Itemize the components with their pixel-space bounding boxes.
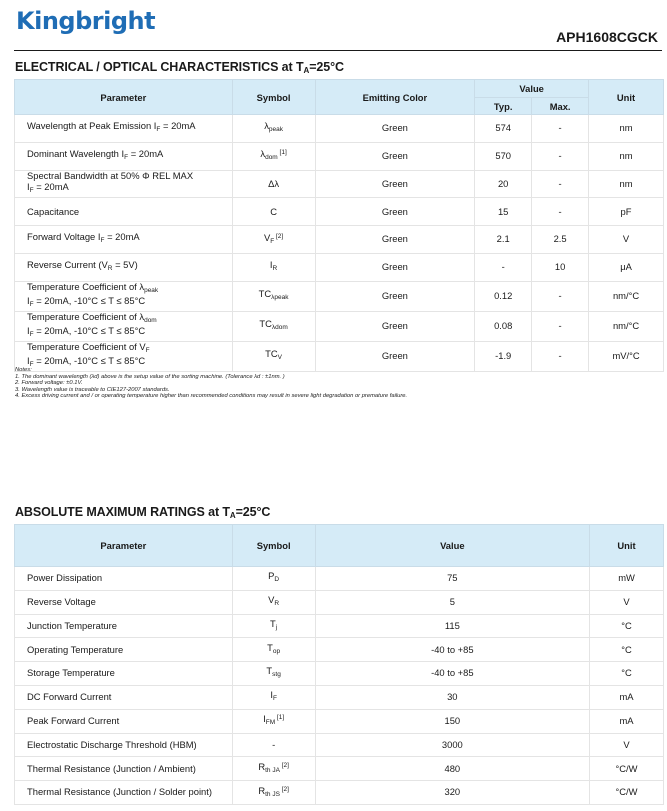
subscript: F	[156, 126, 161, 134]
subscript: dom	[265, 154, 278, 162]
unit-cell: nm	[589, 142, 664, 170]
parameter-cell	[15, 311, 233, 341]
unit-cell: °C	[590, 614, 664, 638]
text-run: Capacitance	[27, 205, 80, 217]
eo-header-max: Max.	[532, 98, 589, 115]
subscript: λdom	[271, 324, 288, 332]
amr-header-symbol: Symbol	[232, 525, 315, 567]
max-cell: 2.5	[532, 226, 589, 254]
emitting-color-cell: Green	[315, 115, 475, 143]
subscript: dom	[144, 316, 157, 324]
emitting-color-cell: Green	[315, 198, 475, 226]
parameter-line	[27, 282, 228, 297]
text-run: I	[27, 295, 30, 307]
subscript: op	[272, 647, 281, 655]
value-cell: 30	[315, 685, 589, 709]
unit-cell: V	[590, 590, 664, 614]
subscript: F	[29, 186, 34, 194]
subscript: F	[29, 361, 34, 369]
eo-header-value: Value	[475, 80, 589, 98]
symbol-cell	[232, 567, 315, 591]
unit-cell: nm	[589, 115, 664, 143]
emitting-color-cell: Green	[315, 281, 475, 311]
amr-section-title: ABSOLUTE MAXIMUM RATINGS at $T_A=25^\circ C$	[15, 505, 271, 520]
text-run: I	[269, 259, 273, 271]
parameter-cell: DC Forward Current	[15, 685, 233, 709]
subscript: D	[274, 576, 280, 584]
typ-cell: 15	[475, 198, 532, 226]
text-run: Dominant Wavelength I	[27, 147, 125, 159]
eo-header-typ: Typ.	[475, 98, 532, 115]
unit-cell: V	[590, 733, 664, 757]
subscript: F	[124, 153, 129, 161]
superscript: [2]	[279, 785, 289, 793]
value-cell: 5	[315, 590, 589, 614]
symbol-cell	[232, 311, 315, 341]
subscript: peak	[268, 126, 283, 134]
text-run: R	[258, 761, 266, 773]
absolute-max-ratings-table	[14, 524, 664, 805]
value-cell: -40 to +85	[315, 662, 589, 686]
table-row	[15, 757, 664, 781]
unit-cell: mV/°C	[589, 341, 664, 371]
subscript: th JS	[265, 790, 280, 798]
table-row	[15, 709, 664, 733]
subscript: th JA	[265, 767, 280, 775]
text-run: V	[263, 231, 271, 243]
header-divider	[14, 50, 662, 51]
text-run: I	[263, 713, 266, 725]
symbol-cell	[232, 781, 315, 805]
unit-cell: nm/°C	[589, 281, 664, 311]
parameter-cell	[15, 198, 233, 226]
parameter-line	[27, 312, 228, 327]
subscript: R	[107, 265, 113, 273]
typ-cell: -	[475, 253, 532, 281]
unit-cell: °C/W	[590, 781, 664, 805]
parameter-cell: Power Dissipation	[15, 567, 233, 591]
table-row	[15, 115, 664, 143]
amr-header-parameter: Parameter	[15, 525, 233, 567]
typ-cell: 0.08	[475, 311, 532, 341]
symbol-cell	[232, 709, 315, 733]
text-run: Temperature Coefficient of λ	[27, 310, 145, 322]
subscript: R	[272, 265, 278, 273]
eo-header-parameter: Parameter	[15, 80, 233, 115]
table-row	[15, 567, 664, 591]
amr-header-unit: Unit	[590, 525, 664, 567]
parameter-line	[27, 296, 228, 311]
parameter-cell	[15, 253, 233, 281]
table-row	[15, 638, 664, 662]
value-cell: 75	[315, 567, 589, 591]
parameter-cell: Operating Temperature	[15, 638, 233, 662]
subscript: V	[277, 354, 282, 362]
value-cell: -40 to +85	[315, 638, 589, 662]
emitting-color-cell: Green	[315, 170, 475, 198]
eo-header-symbol: Symbol	[232, 80, 315, 115]
parameter-cell: Junction Temperature	[15, 614, 233, 638]
parameter-line	[27, 182, 228, 197]
parameter-line	[27, 260, 228, 275]
table-row	[15, 226, 664, 254]
typ-cell: 570	[475, 142, 532, 170]
text-run: Forward Voltage I	[27, 231, 101, 243]
subscript: F	[100, 237, 105, 245]
symbol-cell	[232, 733, 315, 757]
text-run: Δλ	[268, 177, 280, 189]
parameter-cell	[15, 115, 233, 143]
text-run: I	[27, 180, 30, 192]
eo-notes	[15, 367, 407, 400]
text-run: = 20mA, -10°C ≤ T ≤ 85°C	[33, 325, 146, 337]
value-cell: 115	[315, 614, 589, 638]
value-cell: 480	[315, 757, 589, 781]
max-cell: -	[532, 170, 589, 198]
note-line: 3. Wavelength value is traceable to CIE127-2007 standards.	[15, 386, 170, 393]
text-run: V	[268, 593, 275, 605]
max-cell: 10	[532, 253, 589, 281]
parameter-line	[27, 342, 228, 357]
unit-cell: mA	[590, 685, 664, 709]
symbol-cell	[232, 253, 315, 281]
table-row	[15, 281, 664, 311]
table-row	[15, 781, 664, 805]
parameter-cell: Reverse Voltage	[15, 590, 233, 614]
parameter-cell	[15, 281, 233, 311]
text-run: Wavelength at Peak Emission I	[27, 120, 157, 132]
text-run: -	[272, 738, 276, 750]
symbol-cell	[232, 170, 315, 198]
note-line: 4. Excess driving current and / or operating temperature higher than recommended conditions may result in severe light degradation or premature failure.	[15, 393, 408, 400]
parameter-line	[27, 121, 228, 136]
emitting-color-cell: Green	[315, 341, 475, 371]
table-row	[15, 311, 664, 341]
symbol-cell	[232, 757, 315, 781]
text-run: T	[266, 665, 273, 677]
table-row	[15, 170, 664, 198]
superscript: [1]	[275, 714, 285, 722]
unit-cell: °C/W	[590, 757, 664, 781]
symbol-cell	[232, 685, 315, 709]
text-run: T	[267, 641, 273, 653]
parameter-line	[27, 326, 228, 341]
electrical-optical-table	[14, 79, 664, 372]
parameter-cell	[15, 170, 233, 198]
table-row	[15, 685, 664, 709]
superscript: [2]	[274, 232, 284, 240]
table-row	[15, 142, 664, 170]
unit-cell: V	[589, 226, 664, 254]
table-row	[15, 733, 664, 757]
subscript: F	[29, 301, 34, 309]
notes-title: Notes:	[15, 367, 32, 373]
subscript: F	[145, 346, 150, 354]
emitting-color-cell: Green	[315, 226, 475, 254]
text-run: Temperature Coefficient of λ	[27, 280, 145, 292]
typ-cell: 2.1	[475, 226, 532, 254]
text-run: T	[270, 617, 276, 629]
text-run: = 20mA	[128, 147, 164, 159]
note-line: 2. Forward voltage: ±0.1V.	[15, 380, 83, 387]
text-run: C	[270, 205, 277, 217]
parameter-line	[27, 232, 228, 247]
text-run: λ	[264, 120, 269, 132]
text-run: = 20mA	[160, 120, 196, 132]
emitting-color-cell: Green	[315, 311, 475, 341]
parameter-cell: Electrostatic Discharge Threshold (HBM)	[15, 733, 233, 757]
symbol-cell	[232, 638, 315, 662]
max-cell: -	[532, 198, 589, 226]
symbol-cell	[232, 142, 315, 170]
max-cell: -	[532, 311, 589, 341]
text-run: Reverse Current (V	[27, 259, 108, 271]
symbol-cell	[232, 226, 315, 254]
superscript: [1]	[277, 149, 287, 157]
unit-cell: mA	[590, 709, 664, 733]
symbol-cell	[232, 614, 315, 638]
text-run: P	[268, 570, 275, 582]
symbol-cell	[232, 590, 315, 614]
text-run: TC	[258, 288, 272, 300]
text-run: Spectral Bandwidth at 50% Φ REL MAX	[27, 170, 194, 182]
typ-cell: -1.9	[475, 341, 532, 371]
symbol-cell	[232, 115, 315, 143]
parameter-line	[27, 149, 228, 164]
text-run: R	[258, 784, 266, 796]
unit-cell: °C	[590, 638, 664, 662]
parameter-line	[27, 207, 228, 218]
text-run: TC	[259, 318, 272, 330]
amr-header-value: Value	[315, 525, 589, 567]
value-cell: 320	[315, 781, 589, 805]
max-cell: -	[532, 281, 589, 311]
symbol-cell	[232, 198, 315, 226]
max-cell: -	[532, 341, 589, 371]
parameter-cell	[15, 142, 233, 170]
parameter-cell: Storage Temperature	[15, 662, 233, 686]
subscript: FM	[265, 719, 276, 727]
table-row	[15, 253, 664, 281]
table-row	[15, 198, 664, 226]
typ-cell: 20	[475, 170, 532, 198]
text-run: = 20mA, -10°C ≤ T ≤ 85°C	[33, 295, 146, 307]
text-run: I	[270, 689, 273, 701]
subscript: R	[274, 599, 280, 607]
text-run: = 20mA	[104, 231, 140, 243]
text-run: Temperature Coefficient of V	[27, 340, 146, 352]
table-row	[15, 662, 664, 686]
text-run: I	[27, 325, 30, 337]
text-run: = 20mA, -10°C ≤ T ≤ 85°C	[33, 355, 146, 367]
symbol-cell	[232, 281, 315, 311]
table-row	[15, 590, 664, 614]
unit-cell: °C	[590, 662, 664, 686]
unit-cell: mW	[590, 567, 664, 591]
parameter-cell: Thermal Resistance (Junction / Ambient)	[15, 757, 233, 781]
eo-section-title: ELECTRICAL / OPTICAL CHARACTERISTICS at $T_A=25^\circ C$	[15, 60, 344, 75]
emitting-color-cell: Green	[315, 253, 475, 281]
symbol-cell	[232, 662, 315, 686]
typ-cell: 0.12	[475, 281, 532, 311]
unit-cell: nm/°C	[589, 311, 664, 341]
unit-cell: pF	[589, 198, 664, 226]
text-run: = 20mA	[33, 180, 69, 192]
table-row	[15, 614, 664, 638]
parameter-cell	[15, 226, 233, 254]
value-cell: 3000	[315, 733, 589, 757]
subscript: stg	[272, 671, 281, 679]
text-run: I	[27, 355, 30, 367]
parameter-cell: Peak Forward Current	[15, 709, 233, 733]
parameter-cell: Thermal Resistance (Junction / Solder point)	[15, 781, 233, 805]
text-run: TC	[265, 348, 278, 360]
part-number: APH1608CGCK	[556, 29, 658, 45]
emitting-color-cell: Green	[315, 142, 475, 170]
max-cell: -	[532, 115, 589, 143]
eo-header-unit: Unit	[589, 80, 664, 115]
eo-header-emitting-color: Emitting Color	[315, 80, 475, 115]
unit-cell: nm	[589, 170, 664, 198]
superscript: [2]	[279, 762, 289, 770]
kingbright-logo: Kingbright	[16, 7, 156, 35]
subscript: λpeak	[271, 294, 289, 302]
text-run: λ	[260, 148, 266, 160]
typ-cell: 574	[475, 115, 532, 143]
value-cell: 150	[315, 709, 589, 733]
subscript: F	[272, 695, 277, 703]
unit-cell: μA	[589, 253, 664, 281]
max-cell: -	[532, 142, 589, 170]
subscript: F	[270, 237, 275, 245]
note-line: 1. The dominant wavelength (λd) above is the setup value of the sorting machine. (Tolerance λd : ±1nm. )	[15, 373, 285, 380]
text-run: = 5V)	[112, 259, 138, 271]
subscript: peak	[144, 286, 159, 294]
subscript: F	[29, 331, 34, 339]
subscript: j	[275, 623, 278, 631]
